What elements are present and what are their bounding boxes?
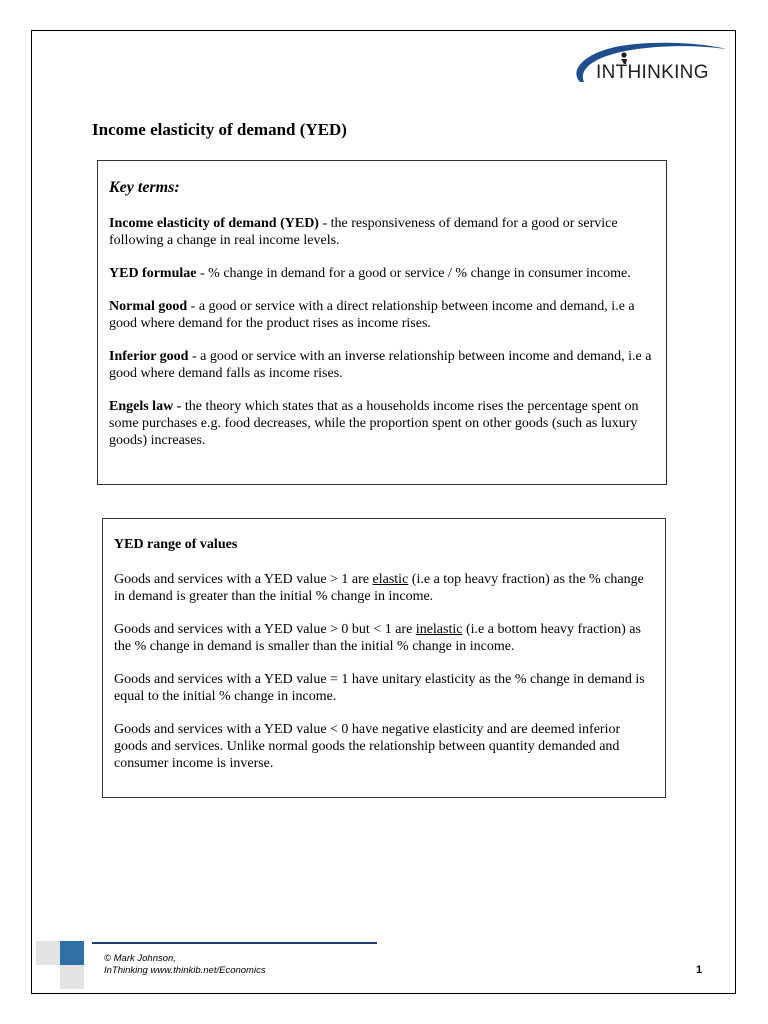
yed-range-paragraph [114, 571, 653, 605]
key-term-definition: - the responsiveness of demand for a good or service following a change in real income levels. [109, 216, 618, 248]
page-number: 1 [696, 964, 703, 976]
footer-rule [92, 942, 377, 944]
key-terms-box [97, 160, 667, 485]
yed-range-paragraph: Goods and services with a YED value < 0 have negative elasticity and are deemed inferior goods and services. Unlike normal goods the relationship between quantity demanded and consumer income is inverse. [114, 722, 621, 771]
paragraph-text: (i.e a top heavy fraction) as the % change in demand is greater than the initial % change in income. [114, 572, 644, 604]
logo-text: INTHINKING [596, 62, 709, 83]
footer-square [60, 941, 84, 965]
underlined-term: inelastic [415, 622, 463, 637]
key-term-name: Engels law - [109, 399, 182, 414]
key-term-name: Income elasticity of demand (YED) [109, 216, 319, 231]
document-title: Income elasticity of demand (YED) [92, 120, 347, 139]
paragraph-text: (i.e a bottom heavy fraction) as the % change in demand is smaller than the initial % change in income. [114, 622, 641, 654]
key-term-name: Inferior good [109, 349, 189, 364]
key-term-definition: - a good or service with an inverse relationship between income and demand, i.e a good where demand falls as income rises. [109, 349, 652, 381]
yed-range-paragraph: Goods and services with a YED value = 1 have unitary elasticity as the % change in demand is equal to the initial % change in income. [114, 672, 645, 704]
yed-range-heading: YED range of values [114, 537, 238, 552]
key-term-entry [109, 348, 654, 382]
key-term-name: Normal good [109, 299, 188, 314]
key-term-definition: the theory which states that as a households income rises the percentage spent on some purchases e.g. food decreases, while the proportion spent on other goods (such as luxury goods) increases. [109, 399, 639, 448]
key-term-entry [109, 265, 654, 282]
underlined-term: elastic [372, 572, 409, 587]
paragraph-text: Goods and services with a YED value > 1 are [114, 572, 373, 587]
key-terms-heading: Key terms: [109, 179, 180, 196]
footer-square [60, 965, 84, 989]
key-term-entry [109, 398, 654, 449]
yed-range-box [102, 518, 666, 798]
footer-square [36, 965, 60, 989]
key-term-entry [109, 215, 654, 249]
footer-line-1: © Mark Johnson, [104, 953, 176, 964]
paragraph-text: Goods and services with a YED value > 0 but < 1 are [114, 622, 416, 637]
footer-line-2: InThinking www.thinkib.net/Economics [104, 965, 266, 976]
key-term-name: YED formulae [109, 266, 197, 281]
inthinking-logo [566, 40, 728, 86]
yed-range-paragraph [114, 621, 653, 655]
footer-squares-decoration [36, 941, 84, 989]
footer-square [36, 941, 60, 965]
key-term-entry [109, 298, 654, 332]
footer-copyright [104, 953, 266, 977]
key-term-definition: - a good or service with a direct relationship between income and demand, i.e a good where demand for the product rises as income rises. [109, 299, 635, 331]
key-term-definition: - % change in demand for a good or service / % change in consumer income. [196, 266, 631, 281]
